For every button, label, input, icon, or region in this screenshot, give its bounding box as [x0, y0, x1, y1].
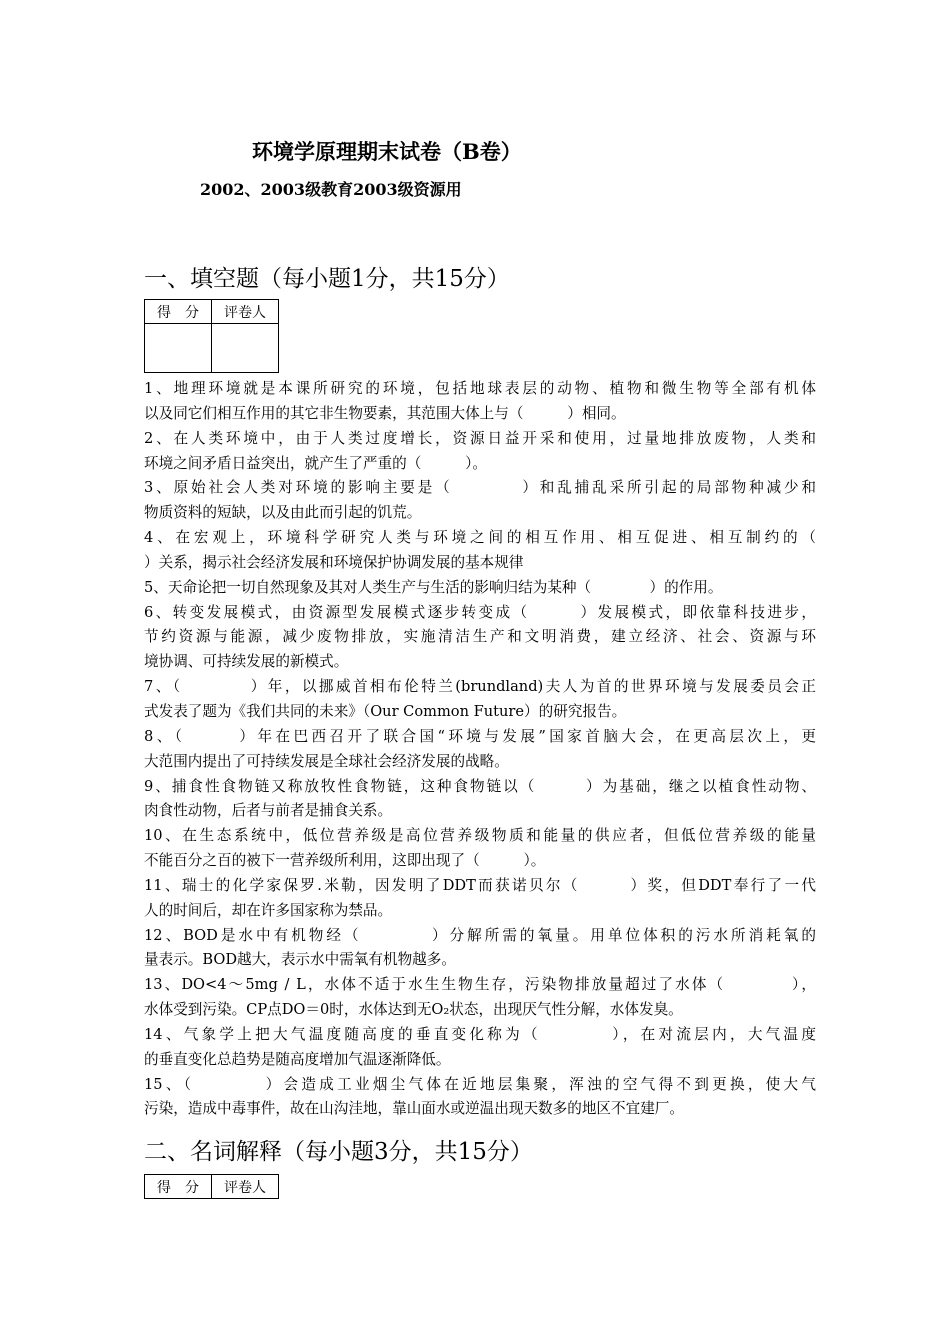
- question-line: 12、BOD是水中有机物经（ ）分解所需的氧量。用单位体积的污水所消耗氧的: [144, 926, 816, 944]
- question-line: 15、（ ）会造成工业烟尘气体在近地层集聚，浑浊的空气得不到更换，使大气: [144, 1075, 816, 1093]
- question-line: ）关系，揭示社会经济发展和环境保护协调发展的基本规律: [144, 553, 524, 571]
- section-2-heading: 二、名词解释（每小题3分，共15分）: [144, 1139, 533, 1165]
- question-line: 的垂直变化总趋势是随高度增加气温逐渐降低。: [144, 1050, 451, 1068]
- question-line: 式发表了题为《我们共同的未来》（Our Common Future）的研究报告。: [144, 702, 627, 720]
- score-cell: [145, 324, 212, 373]
- score-label: 得 分: [145, 1175, 212, 1199]
- question-line: 3、原始社会人类对环境的影响主要是（ ）和乱捕乱采所引起的局部物种减少和: [144, 479, 816, 497]
- question-line: 人的时间后，却在许多国家称为禁品。: [144, 901, 393, 919]
- question-line: 7、（ ）年，以挪威首相布伦特兰(brundland)夫人为首的世界环境与发展委员会正: [144, 678, 816, 696]
- question-line: 9、捕食性食物链又称放牧性食物链，这种食物链以（ ）为基础，继之以植食性动物、: [144, 777, 816, 795]
- question-line: 4、在宏观上，环境科学研究人类与环境之间的相互作用、相互促进、相互制约的（: [144, 529, 816, 547]
- question-line: 5、天命论把一切自然现象及其对人类生产与生活的影响归结为某种（ ）的作用。: [144, 578, 723, 596]
- question-line: 11、瑞士的化学家保罗.米勒，因发明了DDT而获诺贝尔（ ）奖，但DDT奉行了一代: [144, 876, 816, 894]
- question-line: 13、DO<4～5mg / L，水体不适于水生生物生存，污染物排放量超过了水体（ ），: [144, 976, 816, 994]
- question-line: 8、（ ）年在巴西召开了联合国“环境与发展”国家首脑大会，在更高层次上，更: [144, 727, 816, 745]
- question-line: 水体受到污染。CP点DO＝0时，水体达到无O₂状态，出现厌气性分解，水体发臭。: [144, 1001, 683, 1019]
- question-line: 肉食性动物，后者与前者是捕食关系。: [144, 802, 393, 820]
- grader-label: 评卷人: [212, 1175, 279, 1199]
- question-line: 10、在生态系统中，低位营养级是高位营养级物质和能量的供应者，但低位营养级的能量: [144, 827, 816, 845]
- question-line: 1、地理环境就是本课所研究的环境，包括地球表层的动物、植物和微生物等全部有机体: [144, 380, 816, 397]
- question-list: [144, 377, 816, 1122]
- grader-label: 评卷人: [212, 300, 279, 324]
- question-line: 污染，造成中毒事件，故在山沟洼地，靠山面水或逆温出现天数多的地区不宜建厂。: [144, 1100, 684, 1118]
- grader-cell: [212, 324, 279, 373]
- question-line: 环境之间矛盾日益突出，就产生了严重的（ ）。: [144, 454, 487, 472]
- section-1-heading: 一、填空题（每小题1分，共15分）: [144, 266, 510, 292]
- score-label: 得 分: [145, 300, 212, 324]
- question-line: 以及同它们相互作用的其它非生物要素，其范围大体上与（ ）相同。: [144, 404, 626, 422]
- question-line: 6、转变发展模式，由资源型发展模式逐步转变成（ ）发展模式，即依靠科技进步，: [144, 603, 816, 621]
- exam-subtitle: 2002、2003级教育2003级资源用: [200, 180, 462, 199]
- exam-title: 环境学原理期末试卷（B卷）: [252, 139, 522, 164]
- question-line: 量表示。BOD越大，表示水中需氧有机物越多。: [144, 951, 456, 969]
- question-line: 物质资料的短缺，以及由此而引起的饥荒。: [144, 504, 422, 522]
- score-table-2: [144, 1174, 279, 1199]
- question-line: 大范围内提出了可持续发展是全球社会经济发展的战略。: [144, 752, 509, 770]
- question-line: 2、在人类环境中，由于人类过度增长，资源日益开采和使用，过量地排放废物，人类和: [144, 429, 816, 447]
- score-table-1: [144, 299, 279, 373]
- question-line: 境协调、可持续发展的新模式。: [144, 653, 349, 671]
- question-line: 节约资源与能源，减少废物排放，实施清洁生产和文明消费，建立经济、社会、资源与环: [144, 628, 816, 646]
- question-line: 14、气象学上把大气温度随高度的垂直变化称为（ ），在对流层内，大气温度: [144, 1025, 816, 1043]
- question-line: 不能百分之百的被下一营养级所利用，这即出现了（ ）。: [144, 852, 546, 870]
